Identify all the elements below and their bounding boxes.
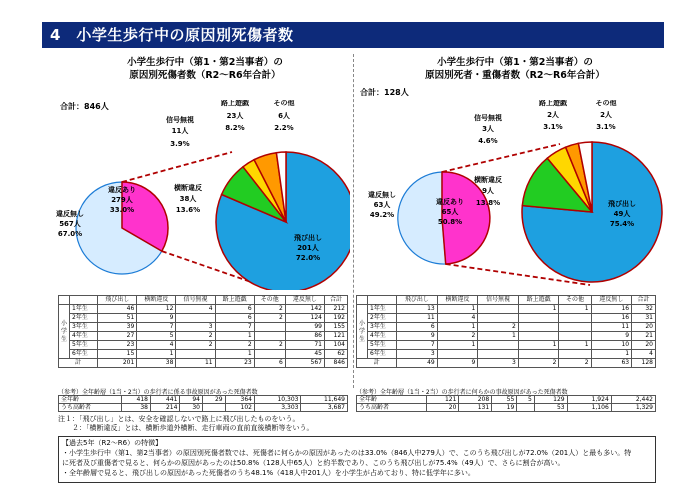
- table-row: 4年生 27 5 2 1 86 121: [59, 332, 348, 341]
- summary-line-3: ・全年齢層で見ると、飛び出しの原因があった死傷者のうち48.1%（418人中201人）を小学生が占めており、特に低学年に多い。: [62, 469, 475, 477]
- note-1: 注１：「飛び出し」とは、安全を確認しないで路上に飛び出したものをいう。: [58, 415, 300, 423]
- right-data-table: [356, 295, 656, 368]
- table-row: 小学生 1年生 13 1 1 1 16 32: [357, 305, 656, 314]
- summary-box: [58, 436, 656, 483]
- right-noviolation-label: 違反無し: [368, 191, 396, 199]
- left-sonota-label: その他: [273, 100, 295, 107]
- left-ref-table: [58, 395, 348, 412]
- left-oudan-pct: 13.6%: [175, 206, 201, 214]
- table-total-row: 計 49 9 3 2 2 63 128: [357, 359, 656, 368]
- right-sonota-count: 2人: [600, 111, 612, 119]
- panel-divider: [353, 54, 354, 388]
- left-oudan-count: 38人: [179, 195, 197, 203]
- left-data-table: [58, 295, 348, 368]
- summary-line-2: に死者及び重傷者で見ると、何らかの原因があったのは50.8%（128人中65人）と約半数であり、このうち飛び出しが75.4%（49人）で、さらに割合が高い。: [62, 459, 565, 467]
- table-row: 2年生 11 4 16 31: [357, 314, 656, 323]
- left-rojo-pct: 8.2%: [225, 124, 245, 132]
- table-row: うち高齢者 20 131 19 53 1,106 1,329: [357, 404, 656, 412]
- right-shingo-count: 3人: [482, 125, 494, 133]
- right-tobidashi-pct: 75.4%: [609, 220, 635, 228]
- right-rojo-pct: 3.1%: [543, 123, 563, 131]
- left-tobidashi-pct: 72.0%: [295, 254, 321, 262]
- right-ref-table: [356, 395, 656, 412]
- right-sonota-pct: 3.1%: [596, 123, 616, 131]
- side-label: 小学生: [357, 305, 368, 359]
- note-2: ２：「横断違反」とは、横断歩道外横断、走行車両の直前直後横断等をいう。: [72, 424, 314, 432]
- left-violation-pct: 33.0%: [109, 206, 135, 214]
- right-sonota-label: その他: [595, 100, 617, 107]
- table-header-row: 飛び出し 横断違反 信号無視 路上遊戯 その他 違反無し 合計: [357, 296, 656, 305]
- right-noviolation-pct: 49.2%: [369, 211, 395, 219]
- page-title: 4 小学生歩行中の原因別死傷者数: [42, 22, 664, 48]
- right-oudan-label: 横断違反: [474, 176, 502, 184]
- summary-title: 【過去5年（R2～R6）の特徴】: [62, 439, 163, 447]
- table-row: 3年生 6 1 2 11 20: [357, 323, 656, 332]
- table-header-row: 飛び出し 横断違反 信号無視 路上遊戯 その他 違反無し 合計: [59, 296, 348, 305]
- table-total-row: 計 201 38 11 23 6 567 846: [59, 359, 348, 368]
- left-sonota-pct: 2.2%: [274, 124, 294, 132]
- table-row: 全年齢 121 208 55 5 129 1,924 2,442: [357, 396, 656, 404]
- left-shingo-pct: 3.9%: [170, 140, 190, 148]
- table-row: 全年齢 418 441 94 29 364 10,303 11,649: [59, 396, 348, 404]
- right-tobidashi-count: 49人: [613, 210, 631, 218]
- left-title-line2: 原因別死傷者数（R2～R6年合計）: [129, 70, 281, 81]
- table-row: 3年生 39 7 3 7 99 155: [59, 323, 348, 332]
- right-tobidashi-label: 飛び出し: [608, 200, 636, 208]
- left-shingo-label: 信号無視: [166, 116, 194, 124]
- left-oudan-label: 横断違反: [174, 184, 202, 192]
- right-pie-chart: [360, 100, 670, 290]
- left-violation-label: 違反あり: [108, 186, 136, 194]
- right-ref-title: （参考）全年齢層（1当・2当）の歩行者に何らかの事故原因があった死傷者数: [356, 389, 568, 396]
- left-violation-count: 279人: [111, 196, 133, 204]
- left-rojo-label: 路上遊戯: [221, 100, 249, 107]
- right-shingo-label: 信号無視: [474, 114, 502, 122]
- left-pie-chart: [40, 100, 350, 290]
- left-tobidashi-count: 201人: [297, 244, 319, 252]
- right-total: 合計：128人: [360, 88, 409, 97]
- left-total: 合計：846人: [60, 102, 109, 111]
- left-noviolation-count: 567人: [59, 220, 81, 228]
- right-shingo-pct: 4.6%: [478, 137, 498, 145]
- left-connector-top: [122, 152, 232, 182]
- left-noviolation-pct: 67.0%: [57, 230, 83, 238]
- left-shingo-count: 11人: [171, 127, 189, 135]
- right-oudan-count: 9人: [482, 187, 494, 195]
- right-violation-pct: 50.8%: [437, 218, 463, 226]
- table-row: 小学生 1年生 46 12 4 6 2 142 212: [59, 305, 348, 314]
- right-oudan-pct: 13.8%: [475, 199, 501, 207]
- side-label: 小学生: [59, 305, 70, 359]
- right-violation-count: 65人: [441, 208, 459, 216]
- right-chart-title: [395, 56, 635, 82]
- table-row: 2年生 51 9 6 2 124 192: [59, 314, 348, 323]
- right-rojo-count: 2人: [547, 111, 559, 119]
- left-noviolation-label: 違反無し: [56, 210, 84, 218]
- left-ref-title: （参考）全年齢層（1当・2当）の歩行者に係る事故原因があった死傷者数: [58, 389, 258, 396]
- table-row: 6年生 15 1 1 45 62: [59, 350, 348, 359]
- left-rojo-count: 23人: [226, 112, 244, 120]
- summary-line-1: ・小学生歩行中（第1、第2当事者）の原因別死傷者数では、死傷者に何らかの原因があったのは33.0%（846人中279人）で、このうち飛び出しが72.0%（201人）と最も多い。特: [62, 449, 632, 457]
- table-row: 4年生 9 2 1 9 21: [357, 332, 656, 341]
- table-row: 5年生 7 1 1 1 10 20: [357, 341, 656, 350]
- notes: [58, 415, 314, 433]
- right-title-line2: 原因別死者・重傷者数（R2～R6年合計）: [425, 70, 605, 81]
- table-row: 5年生 23 4 2 2 2 71 104: [59, 341, 348, 350]
- left-sonota-count: 6人: [278, 112, 290, 120]
- table-row: 6年生 3 1 4: [357, 350, 656, 359]
- right-title-line1: 小学生歩行中（第1・第2当事者）の: [437, 57, 593, 68]
- right-rojo-label: 路上遊戯: [539, 100, 567, 107]
- left-title-line1: 小学生歩行中（第1・第2当事者）の: [127, 57, 283, 68]
- left-chart-title: [95, 56, 315, 82]
- right-violation-label: 違反あり: [436, 198, 464, 206]
- left-tobidashi-label: 飛び出し: [294, 234, 322, 242]
- right-noviolation-count: 63人: [373, 201, 391, 209]
- table-row: うち高齢者 38 214 30 102 3,303 3,687: [59, 404, 348, 412]
